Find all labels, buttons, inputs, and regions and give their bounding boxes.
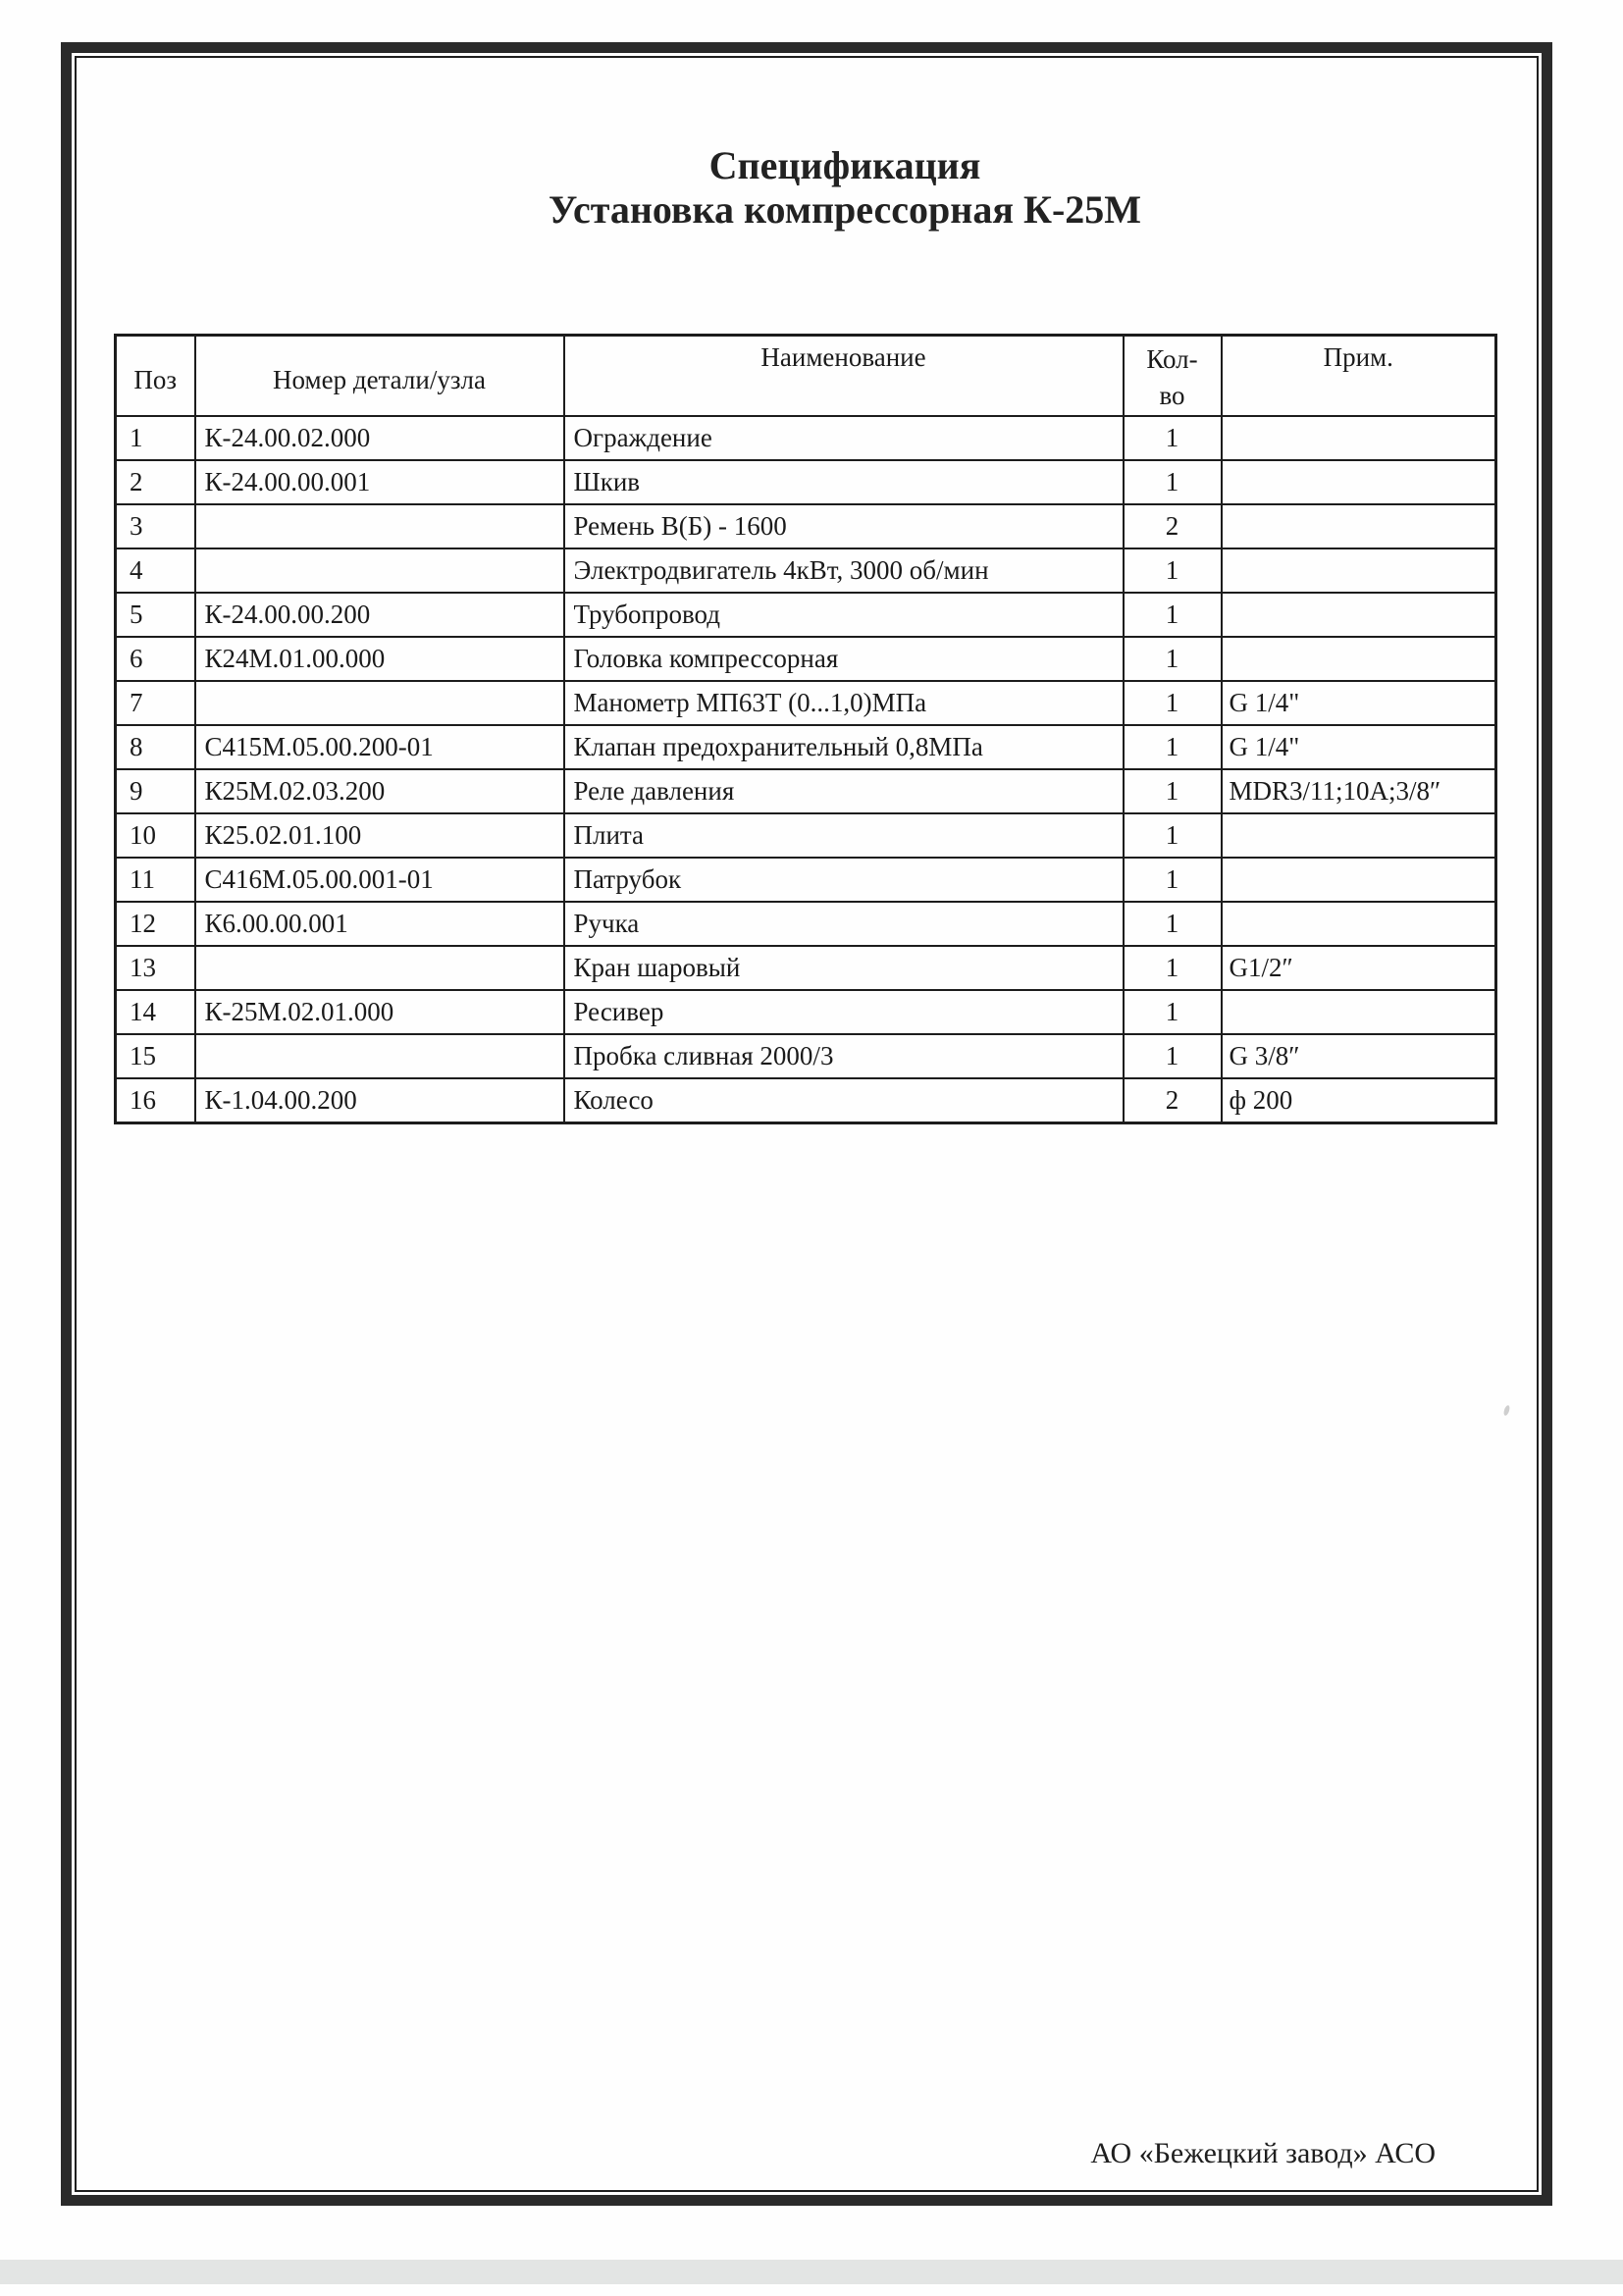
spec-cell-part: С416М.05.00.001-01 [195, 858, 564, 902]
header-part-number: Номер детали/узла [195, 336, 564, 417]
spec-cell-note: MDR3/11;10A;3/8″ [1222, 769, 1496, 813]
spec-cell-name: Клапан предохранительный 0,8МПа [564, 725, 1124, 769]
spec-table-row [116, 416, 1496, 460]
spec-cell-name: Манометр МП63Т (0...1,0)МПа [564, 681, 1124, 725]
spec-cell-note: G 3/8″ [1222, 1034, 1496, 1078]
spec-table-row [116, 504, 1496, 548]
spec-cell-qty: 1 [1124, 681, 1222, 725]
spec-table-row [116, 460, 1496, 504]
spec-cell-name: Шкив [564, 460, 1124, 504]
spec-cell-pos: 7 [116, 681, 195, 725]
spec-cell-part [195, 681, 564, 725]
spec-cell-qty: 1 [1124, 593, 1222, 637]
spec-cell-pos: 11 [116, 858, 195, 902]
spec-cell-qty: 1 [1124, 946, 1222, 990]
spec-cell-part [195, 504, 564, 548]
spec-table-row [116, 769, 1496, 813]
spec-cell-note [1222, 548, 1496, 593]
spec-cell-pos: 6 [116, 637, 195, 681]
spec-cell-pos: 13 [116, 946, 195, 990]
spec-cell-note [1222, 858, 1496, 902]
spec-cell-qty: 1 [1124, 813, 1222, 858]
scanner-edge-strip [0, 2260, 1623, 2284]
spec-cell-part: К24М.01.00.000 [195, 637, 564, 681]
title-line-2: Установка компрессорная К-25М [548, 187, 1142, 232]
spec-cell-pos: 3 [116, 504, 195, 548]
spec-cell-note: ф 200 [1222, 1078, 1496, 1122]
spec-cell-pos: 4 [116, 548, 195, 593]
spec-cell-pos: 9 [116, 769, 195, 813]
spec-cell-pos: 15 [116, 1034, 195, 1078]
spec-cell-part: К-1.04.00.200 [195, 1078, 564, 1122]
spec-cell-note [1222, 504, 1496, 548]
spec-cell-name: Пробка сливная 2000/3 [564, 1034, 1124, 1078]
header-quantity-line2: во [1159, 381, 1185, 410]
spec-cell-qty: 1 [1124, 637, 1222, 681]
spec-cell-pos: 10 [116, 813, 195, 858]
spec-table-row [116, 858, 1496, 902]
spec-cell-pos: 12 [116, 902, 195, 946]
spec-cell-note [1222, 593, 1496, 637]
spec-cell-name: Реле давления [564, 769, 1124, 813]
spec-cell-qty: 2 [1124, 504, 1222, 548]
spec-cell-part: К-24.00.00.001 [195, 460, 564, 504]
spec-cell-part: К-24.00.02.000 [195, 416, 564, 460]
spec-cell-note [1222, 990, 1496, 1034]
spec-cell-part [195, 548, 564, 593]
spec-cell-part: С415М.05.00.200-01 [195, 725, 564, 769]
spec-table-row [116, 725, 1496, 769]
header-quantity [1124, 336, 1222, 417]
spec-cell-qty: 1 [1124, 902, 1222, 946]
spec-cell-part: К25М.02.03.200 [195, 769, 564, 813]
spec-table-row [116, 990, 1496, 1034]
spec-table-row [116, 637, 1496, 681]
spec-cell-pos: 1 [116, 416, 195, 460]
footer-company-name: АО «Бежецкий завод» АСО [1090, 2137, 1436, 2169]
spec-cell-part: К-25М.02.01.000 [195, 990, 564, 1034]
spec-cell-name: Патрубок [564, 858, 1124, 902]
spec-cell-note [1222, 813, 1496, 858]
spec-cell-note [1222, 637, 1496, 681]
spec-cell-name: Колесо [564, 1078, 1124, 1122]
header-note: Прим. [1222, 336, 1496, 417]
spec-cell-part: К6.00.00.001 [195, 902, 564, 946]
spec-cell-name: Трубопровод [564, 593, 1124, 637]
spec-table-body [116, 416, 1496, 1122]
spec-table-row [116, 902, 1496, 946]
spec-cell-pos: 8 [116, 725, 195, 769]
spec-cell-qty: 1 [1124, 990, 1222, 1034]
specification-table [114, 334, 1497, 1124]
title-line-1: Спецификация [708, 143, 981, 187]
spec-cell-note: G 1/4" [1222, 725, 1496, 769]
spec-cell-qty: 2 [1124, 1078, 1222, 1122]
spec-cell-qty: 1 [1124, 460, 1222, 504]
spec-cell-note [1222, 902, 1496, 946]
spec-cell-pos: 2 [116, 460, 195, 504]
spec-cell-qty: 1 [1124, 1034, 1222, 1078]
spec-cell-qty: 1 [1124, 548, 1222, 593]
spec-cell-qty: 1 [1124, 725, 1222, 769]
header-quantity-line1: Кол- [1146, 344, 1198, 374]
spec-table-row [116, 1078, 1496, 1122]
spec-table-row [116, 548, 1496, 593]
spec-cell-note: G 1/4" [1222, 681, 1496, 725]
spec-cell-qty: 1 [1124, 858, 1222, 902]
spec-cell-name: Плита [564, 813, 1124, 858]
spec-cell-qty: 1 [1124, 416, 1222, 460]
spec-table-row [116, 813, 1496, 858]
spec-table-row [116, 681, 1496, 725]
spec-cell-note [1222, 416, 1496, 460]
spec-cell-name: Ручка [564, 902, 1124, 946]
spec-cell-name: Ограждение [564, 416, 1124, 460]
spec-cell-name: Кран шаровый [564, 946, 1124, 990]
spec-cell-name: Головка компрессорная [564, 637, 1124, 681]
spec-cell-name: Электродвигатель 4кВт, 3000 об/мин [564, 548, 1124, 593]
header-name: Наименование [564, 336, 1124, 417]
document-title [114, 143, 1576, 232]
spec-cell-pos: 14 [116, 990, 195, 1034]
spec-cell-part [195, 1034, 564, 1078]
spec-table-row [116, 946, 1496, 990]
spec-cell-part: К-24.00.00.200 [195, 593, 564, 637]
spec-cell-part: К25.02.01.100 [195, 813, 564, 858]
header-pos: Поз [116, 336, 195, 417]
spec-cell-part [195, 946, 564, 990]
spec-table-header-row [116, 336, 1496, 417]
spec-cell-name: Ресивер [564, 990, 1124, 1034]
spec-cell-pos: 5 [116, 593, 195, 637]
spec-cell-pos: 16 [116, 1078, 195, 1122]
spec-table-row [116, 1034, 1496, 1078]
spec-cell-note [1222, 460, 1496, 504]
spec-table-row [116, 593, 1496, 637]
spec-cell-name: Ремень В(Б) - 1600 [564, 504, 1124, 548]
spec-cell-qty: 1 [1124, 769, 1222, 813]
spec-cell-note: G1/2″ [1222, 946, 1496, 990]
